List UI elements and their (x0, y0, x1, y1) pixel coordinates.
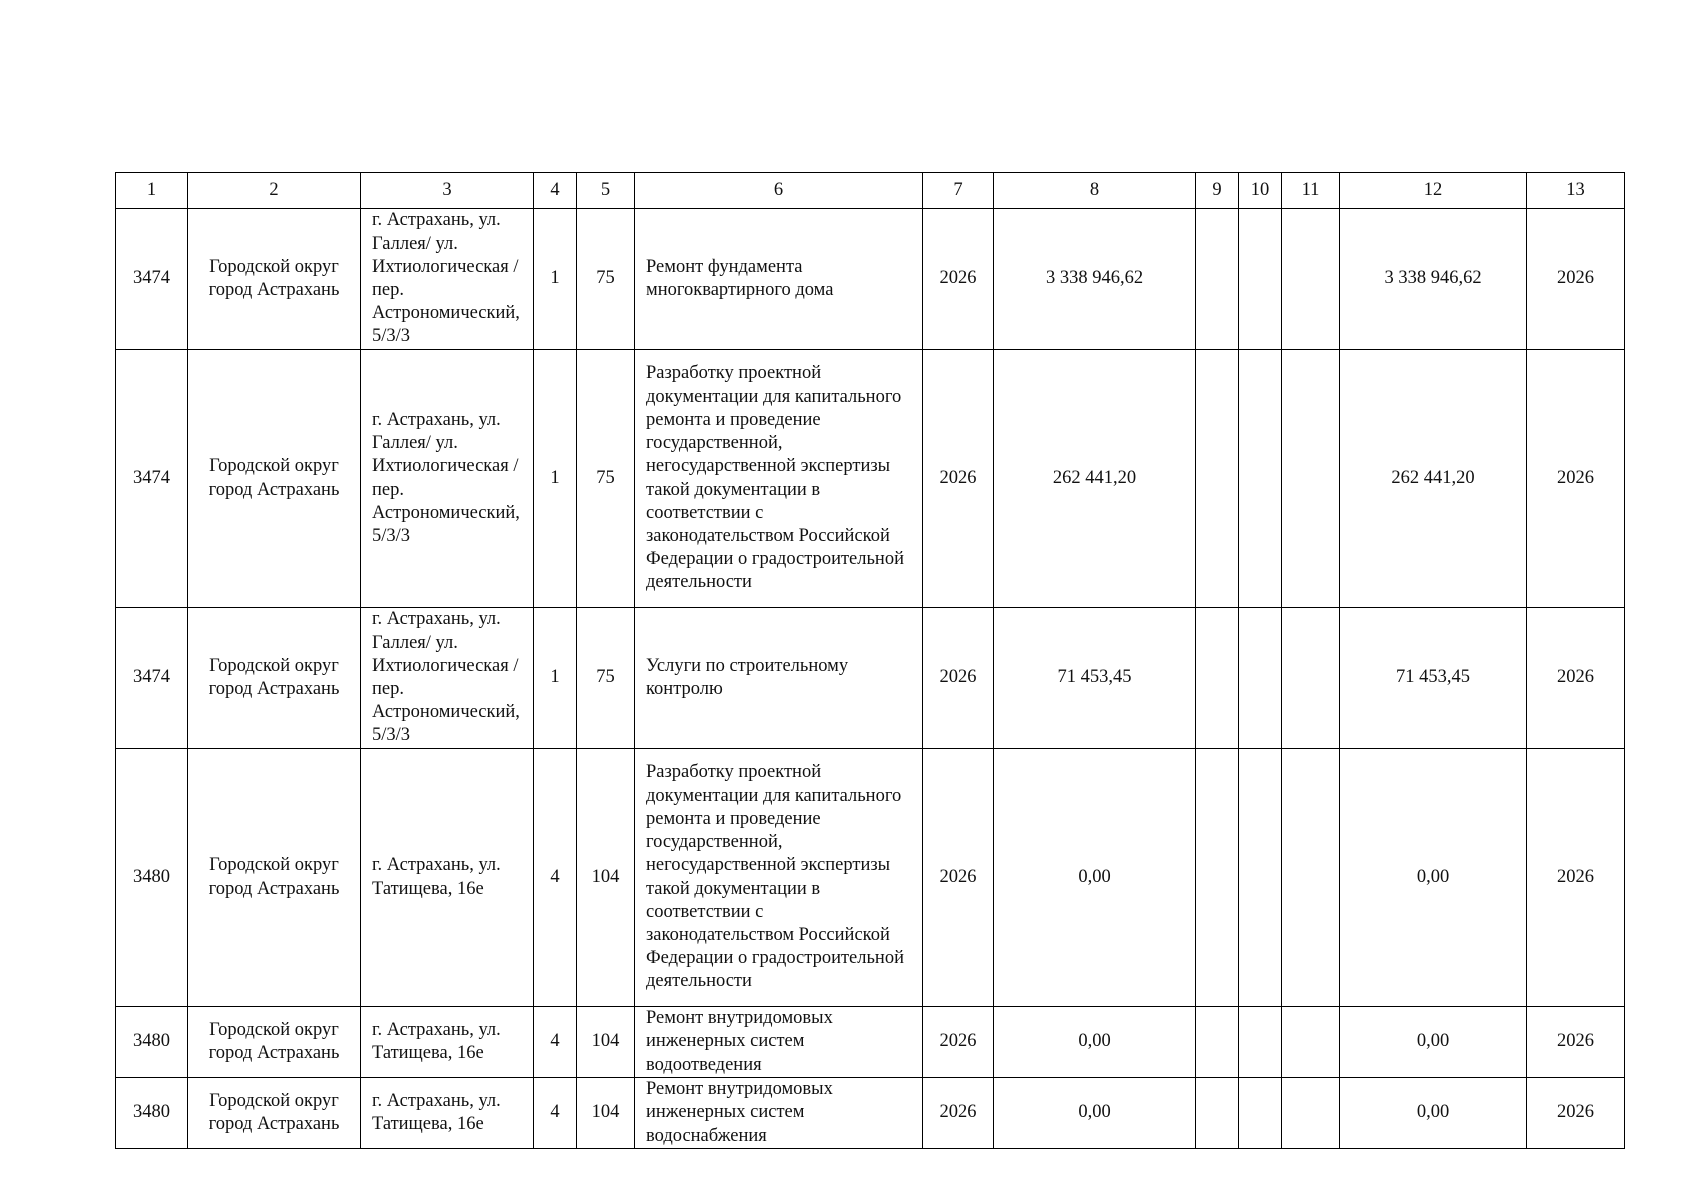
column-11-cell (1282, 749, 1340, 1007)
year-cell: 2026 (923, 749, 994, 1007)
year-cell: 2026 (923, 209, 994, 350)
work-type-cell: Услуги по строительному контролю (635, 608, 923, 749)
column-9-cell (1196, 209, 1239, 350)
column-10-cell (1239, 209, 1282, 350)
year-cell: 2026 (1527, 749, 1625, 1007)
year-cell: 2026 (1527, 1007, 1625, 1078)
column-11-cell (1282, 350, 1340, 608)
amount-cell: 3 338 946,62 (1340, 209, 1527, 350)
year-cell: 2026 (1527, 350, 1625, 608)
column-5-cell: 75 (577, 209, 635, 350)
column-header: 7 (923, 173, 994, 209)
work-type-cell: Ремонт внутридомовых инженерных систем водоотведения (635, 1007, 923, 1078)
column-9-cell (1196, 1007, 1239, 1078)
work-type-cell: Разработку проектной документации для капитального ремонта и проведение государственной, негосударственной экспертизы такой документации в соответствии с законодательством Российской Федерации о градостроительной деятельности (635, 749, 923, 1007)
table-row (116, 1078, 1625, 1149)
column-4-cell: 4 (534, 1007, 577, 1078)
column-5-cell: 104 (577, 1007, 635, 1078)
amount-cell: 0,00 (1340, 1007, 1527, 1078)
column-header: 13 (1527, 173, 1625, 209)
column-4-cell: 1 (534, 350, 577, 608)
column-10-cell (1239, 1078, 1282, 1149)
year-cell: 2026 (1527, 608, 1625, 749)
column-4-cell: 4 (534, 1078, 577, 1149)
column-10-cell (1239, 350, 1282, 608)
address-cell: г. Астрахань, ул. Галлея/ ул. Ихтиологическая / пер. Астрономический, 5/3/3 (361, 209, 534, 350)
column-9-cell (1196, 350, 1239, 608)
municipality-cell: Городской округ город Астрахань (188, 209, 361, 350)
column-9-cell (1196, 608, 1239, 749)
column-5-cell: 104 (577, 749, 635, 1007)
amount-cell: 0,00 (1340, 749, 1527, 1007)
record-number-cell: 3474 (116, 608, 188, 749)
record-number-cell: 3480 (116, 749, 188, 1007)
amount-cell: 0,00 (1340, 1078, 1527, 1149)
capital-repair-table (115, 172, 1625, 1149)
column-4-cell: 4 (534, 749, 577, 1007)
address-cell: г. Астрахань, ул. Галлея/ ул. Ихтиологическая / пер. Астрономический, 5/3/3 (361, 608, 534, 749)
year-cell: 2026 (1527, 1078, 1625, 1149)
address-cell: г. Астрахань, ул. Галлея/ ул. Ихтиологическая / пер. Астрономический, 5/3/3 (361, 350, 534, 608)
column-header: 11 (1282, 173, 1340, 209)
amount-cell: 262 441,20 (1340, 350, 1527, 608)
table-row (116, 1007, 1625, 1078)
year-cell: 2026 (923, 1078, 994, 1149)
table-row (116, 350, 1625, 608)
record-number-cell: 3474 (116, 209, 188, 350)
column-4-cell: 1 (534, 608, 577, 749)
cost-cell: 262 441,20 (994, 350, 1196, 608)
cost-cell: 3 338 946,62 (994, 209, 1196, 350)
cost-cell: 0,00 (994, 1007, 1196, 1078)
cost-cell: 0,00 (994, 1078, 1196, 1149)
column-header: 2 (188, 173, 361, 209)
column-header: 4 (534, 173, 577, 209)
column-10-cell (1239, 1007, 1282, 1078)
work-type-cell: Разработку проектной документации для капитального ремонта и проведение государственной, негосударственной экспертизы такой документации в соответствии с законодательством Российской Федерации о градостроительной деятельности (635, 350, 923, 608)
municipality-cell: Городской округ город Астрахань (188, 1078, 361, 1149)
column-header: 9 (1196, 173, 1239, 209)
column-11-cell (1282, 1078, 1340, 1149)
record-number-cell: 3480 (116, 1078, 188, 1149)
column-5-cell: 104 (577, 1078, 635, 1149)
work-type-cell: Ремонт внутридомовых инженерных систем водоснабжения (635, 1078, 923, 1149)
municipality-cell: Городской округ город Астрахань (188, 749, 361, 1007)
column-header: 10 (1239, 173, 1282, 209)
column-10-cell (1239, 608, 1282, 749)
table-row (116, 608, 1625, 749)
record-number-cell: 3474 (116, 350, 188, 608)
address-cell: г. Астрахань, ул. Татищева, 16е (361, 1078, 534, 1149)
column-5-cell: 75 (577, 350, 635, 608)
header-row (116, 173, 1625, 209)
column-header: 5 (577, 173, 635, 209)
column-11-cell (1282, 608, 1340, 749)
column-9-cell (1196, 749, 1239, 1007)
column-header: 12 (1340, 173, 1527, 209)
cost-cell: 71 453,45 (994, 608, 1196, 749)
year-cell: 2026 (923, 1007, 994, 1078)
column-header: 8 (994, 173, 1196, 209)
column-11-cell (1282, 209, 1340, 350)
year-cell: 2026 (1527, 209, 1625, 350)
municipality-cell: Городской округ город Астрахань (188, 1007, 361, 1078)
column-header: 1 (116, 173, 188, 209)
column-4-cell: 1 (534, 209, 577, 350)
column-11-cell (1282, 1007, 1340, 1078)
cost-cell: 0,00 (994, 749, 1196, 1007)
column-5-cell: 75 (577, 608, 635, 749)
address-cell: г. Астрахань, ул. Татищева, 16е (361, 1007, 534, 1078)
work-type-cell: Ремонт фундамента многоквартирного дома (635, 209, 923, 350)
municipality-cell: Городской округ город Астрахань (188, 608, 361, 749)
year-cell: 2026 (923, 350, 994, 608)
column-9-cell (1196, 1078, 1239, 1149)
record-number-cell: 3480 (116, 1007, 188, 1078)
address-cell: г. Астрахань, ул. Татищева, 16е (361, 749, 534, 1007)
column-10-cell (1239, 749, 1282, 1007)
year-cell: 2026 (923, 608, 994, 749)
column-header: 6 (635, 173, 923, 209)
column-header: 3 (361, 173, 534, 209)
table-row (116, 209, 1625, 350)
amount-cell: 71 453,45 (1340, 608, 1527, 749)
table-row (116, 749, 1625, 1007)
municipality-cell: Городской округ город Астрахань (188, 350, 361, 608)
